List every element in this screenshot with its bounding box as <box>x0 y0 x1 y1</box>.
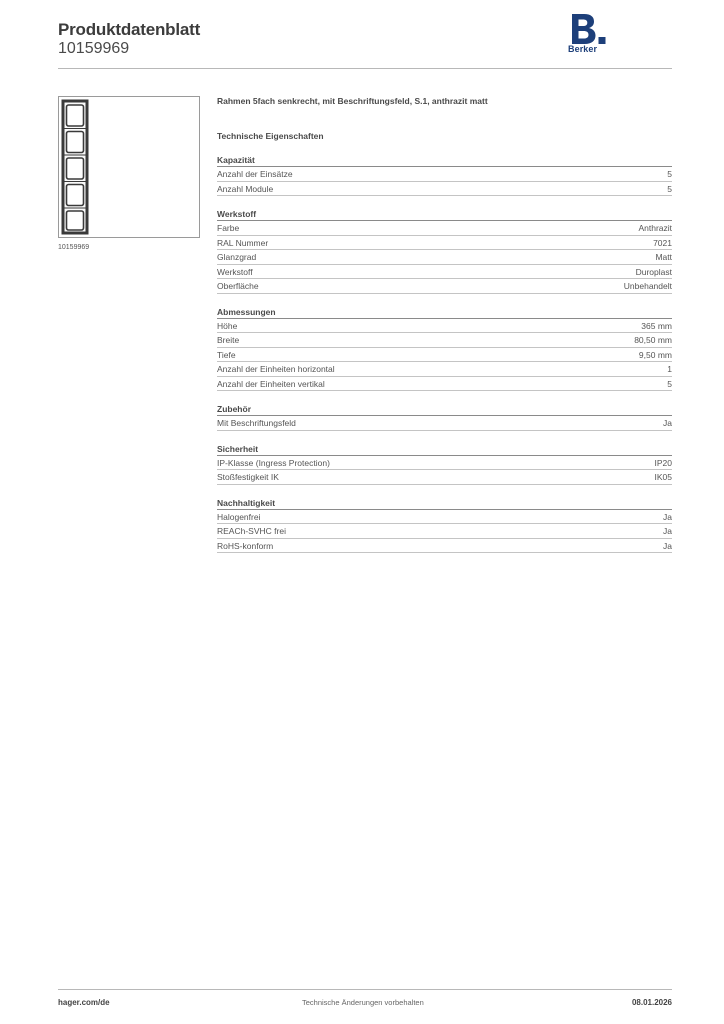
property-row <box>217 510 672 525</box>
property-label: Mit Beschriftungsfeld <box>217 418 296 428</box>
property-value: Ja <box>663 526 672 536</box>
property-row <box>217 377 672 392</box>
property-row <box>217 362 672 377</box>
property-group <box>217 208 672 294</box>
property-row <box>217 348 672 363</box>
property-value: 9,50 mm <box>638 349 672 360</box>
property-row <box>217 236 672 251</box>
property-row <box>217 539 672 554</box>
property-value: IP20 <box>654 457 672 468</box>
property-value: 5 <box>667 183 672 194</box>
footer-note: Technische Änderungen vorbehalten <box>302 998 424 1007</box>
page-title: Produktdatenblatt <box>58 20 201 39</box>
property-label: Halogenfrei <box>217 511 261 522</box>
berker-logo <box>566 14 606 56</box>
property-value: 1 <box>667 364 672 374</box>
property-label: Anzahl der Einheiten vertikal <box>217 378 325 389</box>
footer-divider <box>58 989 672 990</box>
header-divider <box>58 68 672 69</box>
property-row <box>217 279 672 294</box>
group-title: Zubehör <box>217 403 672 416</box>
property-value: Duroplast <box>635 266 672 277</box>
property-value: Ja <box>663 511 672 522</box>
frame-drawing <box>59 97 199 237</box>
property-label: Stoßfestigkeit IK <box>217 472 279 482</box>
property-row <box>217 319 672 334</box>
property-row <box>217 456 672 471</box>
property-value: 7021 <box>653 237 672 248</box>
property-row <box>217 221 672 236</box>
property-value: Anthrazit <box>638 223 672 233</box>
berker-b-icon <box>570 14 606 44</box>
group-title: Kapazität <box>217 154 672 167</box>
property-value: Matt <box>655 252 672 262</box>
property-group <box>217 497 672 554</box>
footer-date: 08.01.2026 <box>631 998 672 1007</box>
property-label: Höhe <box>217 320 238 331</box>
group-title: Nachhaltigkeit <box>217 497 672 510</box>
property-label: RAL Nummer <box>217 237 269 248</box>
property-value: 365 mm <box>641 320 672 331</box>
logo-wordmark: Berker <box>568 44 598 54</box>
property-label: Tiefe <box>217 349 236 360</box>
property-row <box>217 167 672 182</box>
properties-heading: Technische Eigenschaften <box>217 131 324 141</box>
property-label: Anzahl der Einsätze <box>217 169 293 179</box>
property-value: 80,50 mm <box>634 335 672 345</box>
property-value: 5 <box>667 169 672 179</box>
property-value: Ja <box>663 418 672 428</box>
property-group <box>217 403 672 431</box>
group-title: Abmessungen <box>217 306 672 319</box>
property-row <box>217 524 672 539</box>
property-label: Breite <box>217 335 240 345</box>
property-row <box>217 333 672 348</box>
property-label: Anzahl der Einheiten horizontal <box>217 364 335 374</box>
property-label: Oberfläche <box>217 281 259 291</box>
footer-website: hager.com/de <box>58 998 110 1007</box>
property-label: Werkstoff <box>217 266 253 277</box>
product-number: 10159969 <box>58 40 130 57</box>
property-group <box>217 443 672 485</box>
property-value: IK05 <box>654 472 672 482</box>
property-value: Ja <box>663 540 672 551</box>
group-title: Werkstoff <box>217 208 672 221</box>
property-value: 5 <box>667 378 672 389</box>
property-label: IP-Klasse (Ingress Protection) <box>217 457 330 468</box>
property-group <box>217 306 672 392</box>
image-caption: 10159969 <box>58 244 90 251</box>
product-image <box>58 96 200 238</box>
property-group <box>217 154 672 196</box>
property-row <box>217 470 672 485</box>
product-description: Rahmen 5fach senkrecht, mit Beschriftungsfeld, S.1, anthrazit matt <box>217 96 488 106</box>
property-value: Unbehandelt <box>623 281 672 291</box>
property-label: Glanzgrad <box>217 252 257 262</box>
property-label: RoHS-konform <box>217 540 274 551</box>
property-label: Farbe <box>217 223 240 233</box>
property-row <box>217 182 672 197</box>
property-row <box>217 250 672 265</box>
property-label: Anzahl Module <box>217 183 274 194</box>
group-title: Sicherheit <box>217 443 672 456</box>
property-row <box>217 265 672 280</box>
property-label: REACh-SVHC frei <box>217 526 286 536</box>
property-groups <box>217 154 672 553</box>
specifications <box>217 95 672 553</box>
property-row <box>217 416 672 431</box>
